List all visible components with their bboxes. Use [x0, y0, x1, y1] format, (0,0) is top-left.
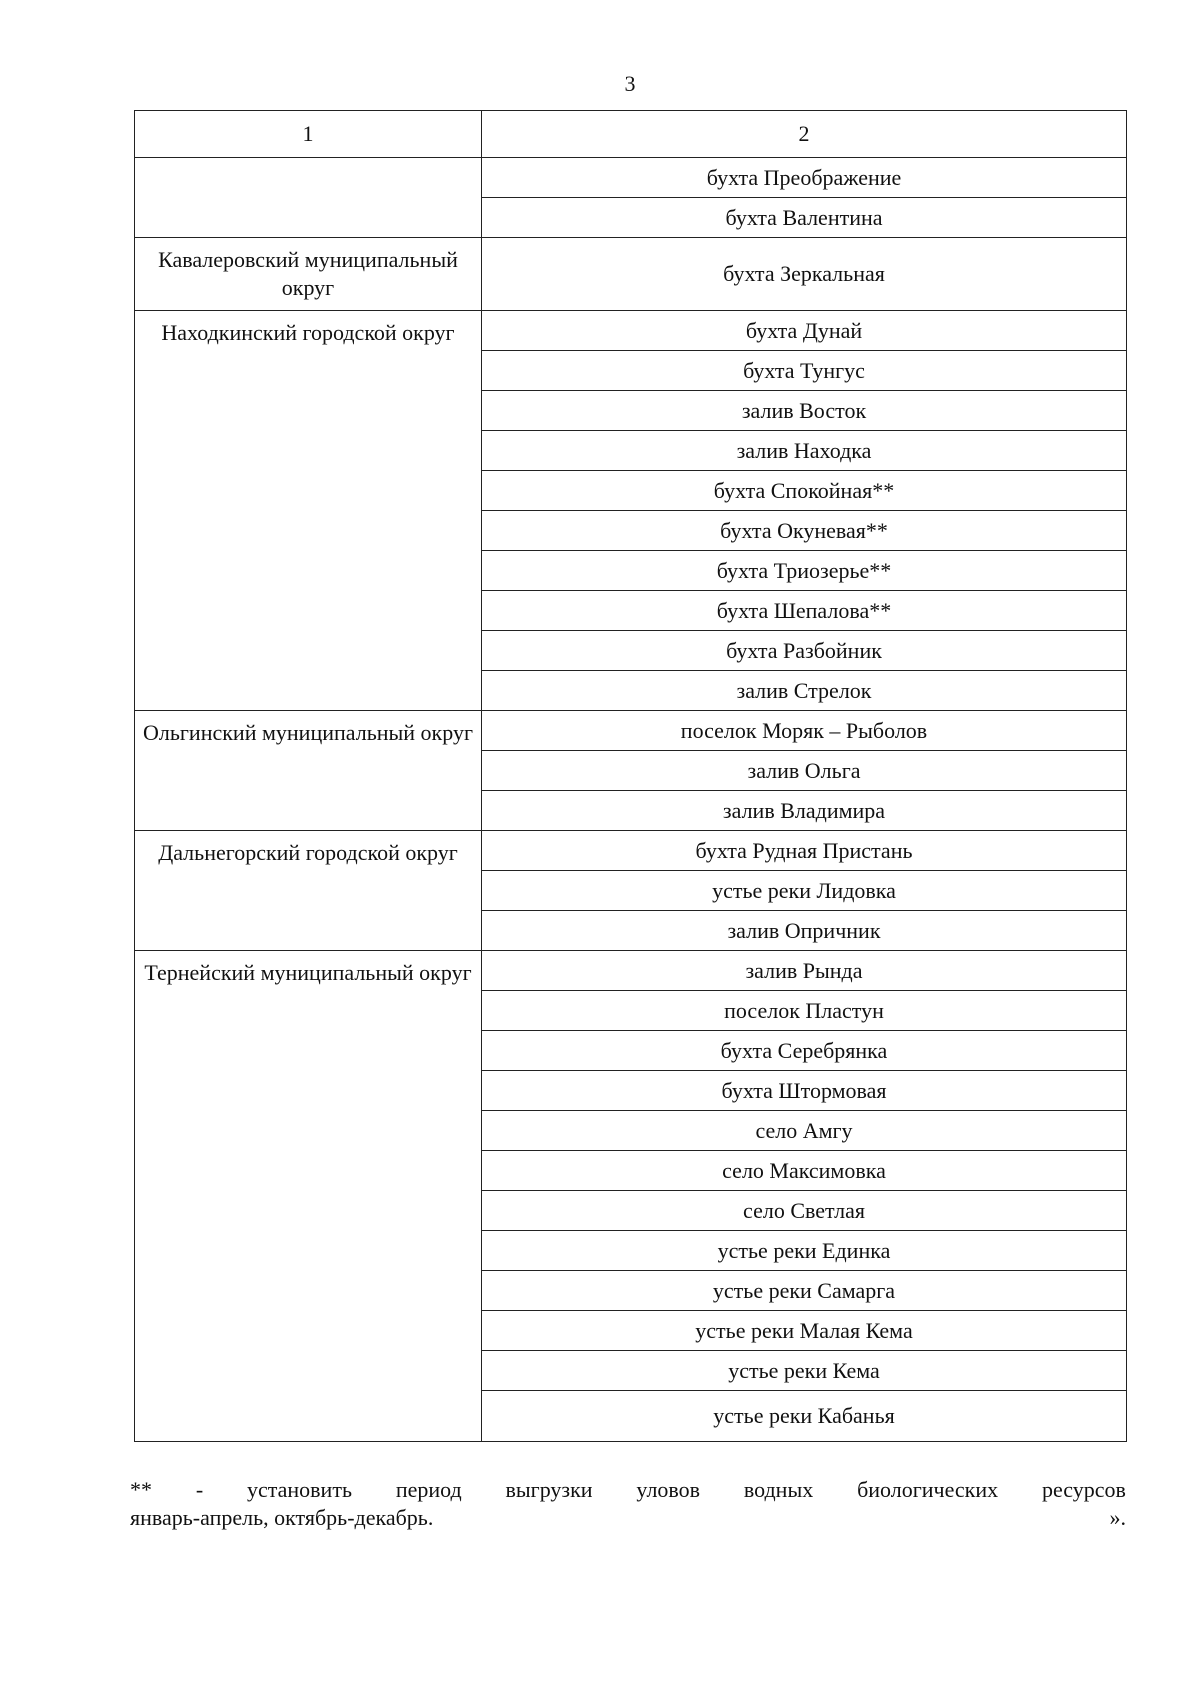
table-row [135, 238, 1127, 311]
closing-quote: ». [1109, 1505, 1126, 1530]
footnote-line-2 [130, 1504, 1126, 1532]
district-cell: Дальнегорский городской округ [135, 831, 482, 951]
place-cell: устье реки Кабанья [482, 1391, 1127, 1442]
table-row [135, 311, 1127, 351]
place-cell: бухта Триозерье** [482, 551, 1127, 591]
footnote-period-text: январь-апрель, октябрь-декабрь. [130, 1505, 434, 1530]
footnote [130, 1476, 1126, 1532]
place-cell: бухта Серебрянка [482, 1031, 1127, 1071]
place-cell: залив Ольга [482, 751, 1127, 791]
footnote-word: уловов [636, 1477, 701, 1502]
place-cell: залив Рында [482, 951, 1127, 991]
footnote-word: выгрузки [505, 1477, 593, 1502]
page-number: 3 [624, 71, 636, 96]
table-row [135, 831, 1127, 871]
place-cell: поселок Пластун [482, 991, 1127, 1031]
place-cell: залив Опричник [482, 911, 1127, 951]
place-cell: залив Восток [482, 391, 1127, 431]
place-cell: бухта Окуневая** [482, 511, 1127, 551]
place-cell: устье реки Малая Кема [482, 1311, 1127, 1351]
place-cell: залив Стрелок [482, 671, 1127, 711]
place-cell: бухта Дунай [482, 311, 1127, 351]
locations-table [134, 110, 1127, 1442]
place-cell: бухта Зеркальная [482, 238, 1127, 311]
table-row [135, 158, 1127, 198]
place-cell: устье реки Единка [482, 1231, 1127, 1271]
place-cell: бухта Преображение [482, 158, 1127, 198]
place-cell: залив Владимира [482, 791, 1127, 831]
footnote-word: - [195, 1477, 204, 1502]
place-cell: село Максимовка [482, 1151, 1127, 1191]
district-cell: Тернейский муниципальный округ [135, 951, 482, 1442]
footnote-word: водных [743, 1477, 814, 1502]
place-cell: бухта Спокойная** [482, 471, 1127, 511]
district-cell: Кавалеровский муниципальный округ [135, 238, 482, 311]
district-cell [135, 158, 482, 238]
footnote-word: период [395, 1477, 462, 1502]
district-cell: Ольгинский муниципальный округ [135, 711, 482, 831]
place-cell: поселок Моряк – Рыболов [482, 711, 1127, 751]
footnote-line-1 [130, 1476, 1126, 1504]
place-cell: устье реки Самарга [482, 1271, 1127, 1311]
table-row [135, 951, 1127, 991]
footnote-word: ресурсов [1041, 1477, 1126, 1502]
footnote-word: установить [246, 1477, 352, 1502]
place-cell: устье реки Лидовка [482, 871, 1127, 911]
place-cell: бухта Тунгус [482, 351, 1127, 391]
footnote-word: ** [130, 1477, 152, 1502]
place-cell: устье реки Кема [482, 1351, 1127, 1391]
table-header-row [135, 111, 1127, 158]
place-cell: село Светлая [482, 1191, 1127, 1231]
column-header-2: 2 [482, 111, 1127, 158]
column-header-1: 1 [135, 111, 482, 158]
district-cell: Находкинский городской округ [135, 311, 482, 711]
place-cell: село Амгу [482, 1111, 1127, 1151]
place-cell: бухта Шепалова** [482, 591, 1127, 631]
place-cell: бухта Штормовая [482, 1071, 1127, 1111]
place-cell: залив Находка [482, 431, 1127, 471]
place-cell: бухта Разбойник [482, 631, 1127, 671]
place-cell: бухта Рудная Пристань [482, 831, 1127, 871]
footnote-word: биологических [857, 1477, 999, 1502]
place-cell: бухта Валентина [482, 198, 1127, 238]
table-row [135, 711, 1127, 751]
